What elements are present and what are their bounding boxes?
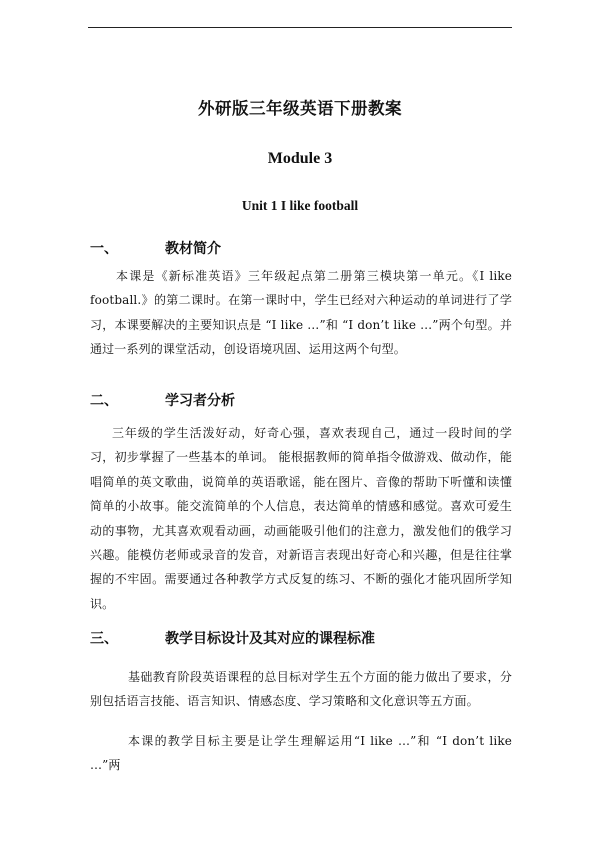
section-number: 二、 bbox=[90, 393, 118, 409]
paragraph-learner-analysis: 三年级的学生活泼好动，好奇心强，喜欢表现自己，通过一段时间的学习，初步掌握了一些基本的单词。 能根据教师的简单指令做游戏、做动作，能唱简单的英文歌曲，说简单的英语歌谣，能在图片、音像的帮助下听懂和读懂简单的小故事。能交流简单的个人信息，表达简单的情感和感觉。喜欢可爱生动的事物，尤其喜欢观看动画，动画能吸引他们的注意力，激发他们的俄学习兴趣。能模仿老师或录音的发音，对新语言表现出好奇心和兴趣，但是往往掌握的不牢固。需要通过各种教学方式反复的练习、不断的强化才能巩固所学知识。 bbox=[90, 426, 512, 611]
paragraph-goals: 基础教育阶段英语课程的总目标对学生五个方面的能力做出了要求，分别包括语言技能、语言知识、情感态度、学习策略和文化意识等五方面。 bbox=[90, 670, 512, 709]
section-title: 教材简介 bbox=[165, 241, 221, 257]
section-number: 一、 bbox=[90, 241, 118, 257]
section-number: 三、 bbox=[90, 631, 118, 647]
module-heading: Module 3 bbox=[267, 150, 333, 167]
document-title: 外研版三年级英语下册教案 bbox=[198, 99, 402, 118]
section-title: 教学目标设计及其对应的课程标准 bbox=[165, 631, 375, 647]
paragraph-lesson-goals: 本课的教学目标主要是让学生理解运用“I like …”和 “I don’t like …”两 bbox=[90, 734, 512, 773]
header-rule bbox=[88, 27, 512, 28]
paragraph-intro: 本课是《新标准英语》三年级起点第二册第三模块第一单元。《I like football.》的第二课时。在第一课时中，学生已经对六种运动的单词进行了学习，本课要解决的主要知识点是 “I like …”和 “I don’t like …”两个句型。并通过一系列的课堂活动，创设语境巩固、运用这两个句型。 bbox=[90, 269, 512, 357]
unit-heading: Unit 1 I like football bbox=[241, 198, 359, 213]
section-title: 学习者分析 bbox=[165, 393, 235, 409]
